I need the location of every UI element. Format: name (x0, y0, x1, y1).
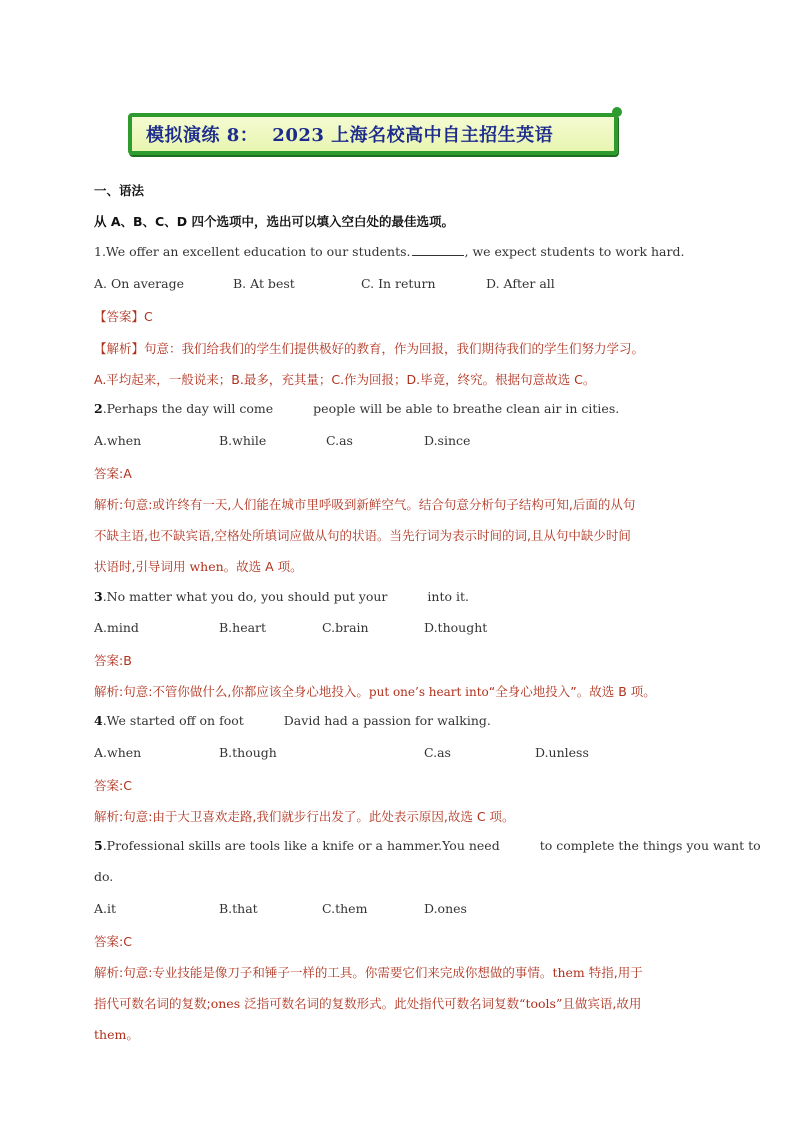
q4-option-d: D.unless (535, 745, 589, 760)
q1-blank (412, 245, 464, 256)
question-3 (94, 589, 469, 604)
q4-option-b: B.though (219, 745, 277, 760)
q3-option-b: B.heart (219, 620, 267, 635)
q3-number: 3 (94, 589, 103, 604)
q5-analysis-3: them。 (94, 1027, 139, 1042)
q2-answer: 答案:A (94, 466, 132, 481)
q3-analysis-b: put one’s heart into (368, 685, 489, 699)
title-banner (128, 107, 622, 157)
q5-stem-a: .Professional skills are tools like a knife or a hammer.You need (102, 838, 500, 853)
q2-analysis-2: 不缺主语,也不缺宾语,空格处所填词应做从句的状语。当先行词为表示时间的词,且从句中缺少时间 (94, 528, 631, 543)
q1-analysis (94, 339, 644, 357)
q4-option-c: C.as (424, 745, 451, 760)
section-heading: 一、语法 (94, 183, 145, 198)
q5-analysis-1c: 特指,用于 (584, 965, 643, 980)
banner-title (146, 121, 553, 147)
q3-answer: 答案:B (94, 653, 132, 668)
q5-stem-b: to complete the things you want to (539, 838, 761, 853)
q2-analysis-3 (94, 557, 303, 575)
question-2 (94, 401, 619, 416)
q1-option-c: C. In return (361, 276, 436, 291)
q4-answer: 答案:C (94, 778, 132, 793)
q2-option-b: B.while (219, 433, 267, 448)
question-4 (94, 713, 491, 728)
question-1 (94, 244, 684, 259)
q5-analysis-2 (94, 994, 641, 1012)
q5-option-d: D.ones (424, 901, 467, 916)
q5-analysis-1b: them (552, 965, 585, 980)
q2-option-c: C.as (326, 433, 353, 448)
q4-stem-a: .We started off on foot (102, 713, 244, 728)
q1-analysis-text: 句意：我们给我们的学生们提供极好的教育，作为回报，我们期待我们的学生们努力学习。 (144, 341, 645, 356)
q1-option-b: B. At best (233, 276, 295, 291)
q5-option-a: A.it (94, 901, 117, 916)
q5-answer: 答案:C (94, 934, 132, 949)
q5-analysis-2a: 指代可数名词的复数; (94, 996, 211, 1011)
q3-option-c: C.brain (322, 620, 369, 635)
q5-option-b: B.that (219, 901, 258, 916)
q3-analysis-a: 解析:句意:不管你做什么,你都应该全身心地投入。 (94, 684, 369, 699)
q4-analysis: 解析:句意:由于大卫喜欢走路,我们就步行出发了。此处表示原因,故选 C 项。 (94, 809, 515, 824)
banner-main-title: 2023 上海名校高中自主招生英语 (272, 125, 554, 146)
q5-analysis-2c: 泛指可数名词的复数形式。此处指代可数名词复数 (240, 996, 520, 1011)
q3-analysis (94, 682, 656, 700)
q2-analysis-1: 解析:句意:或许终有一天,人们能在城市里呼吸到新鲜空气。结合句意分析句子结构可知,后面的从句 (94, 497, 636, 512)
q1-stem-b: , we expect students to work hard. (464, 244, 685, 259)
q3-option-d: D.thought (424, 620, 488, 635)
q5-analysis-1a: 解析:句意:专业技能是像刀子和锤子一样的工具。你需要它们来完成你想做的事情。 (94, 965, 553, 980)
q1-answer-value: C (144, 309, 153, 324)
q2-analysis-3c: 。故选 A 项。 (223, 559, 303, 574)
q2-option-a: A.when (94, 433, 142, 448)
q2-analysis-3a: 状语时,引导词用 (94, 559, 190, 574)
q3-stem-b: into it. (427, 589, 469, 604)
q5-analysis-2b: ones (210, 996, 241, 1011)
q1-answer-label: 【答案】 (94, 309, 145, 324)
q3-stem-a: .No matter what you do, you should put your (102, 589, 388, 604)
q5-analysis-2e: 且做宾语,故用 (562, 996, 642, 1011)
q5-analysis-2d: “tools” (519, 996, 563, 1011)
q2-stem-b: people will be able to breathe clean air in cities. (313, 401, 620, 416)
q3-option-a: A.mind (94, 620, 139, 635)
section-instruction: 从 A、B、C、D 四个选项中，选出可以填入空白处的最佳选项。 (94, 214, 454, 229)
q1-stem-a: 1.We offer an excellent education to our students. (94, 244, 411, 259)
q1-option-d: D. After all (486, 276, 555, 291)
q5-analysis-1 (94, 963, 643, 981)
q5-option-c: C.them (322, 901, 368, 916)
q1-analysis-label: 【解析】 (94, 341, 145, 356)
banner-scroll-curl (612, 107, 622, 117)
q4-option-a: A.when (94, 745, 142, 760)
q2-analysis-3b: when (189, 559, 224, 574)
q5-number: 5 (94, 838, 103, 853)
q3-analysis-c: “全身心地投入”。故选 B 项。 (488, 684, 656, 699)
q1-answer (94, 307, 153, 325)
banner-prefix: 模拟演练 8： (146, 125, 259, 146)
q2-number: 2 (94, 401, 103, 416)
q5-stem-c: do. (94, 869, 114, 884)
q1-analysis-2: A.平均起来，一般说来；B.最多，充其量；C.作为回报；D.毕竟，终究。根据句意故选 C。 (94, 372, 596, 387)
question-5 (94, 838, 761, 853)
q1-option-a: A. On average (94, 276, 184, 291)
q2-stem-a: .Perhaps the day will come (102, 401, 274, 416)
q2-option-d: D.since (424, 433, 471, 448)
q4-stem-b: David had a passion for walking. (283, 713, 491, 728)
q4-number: 4 (94, 713, 103, 728)
